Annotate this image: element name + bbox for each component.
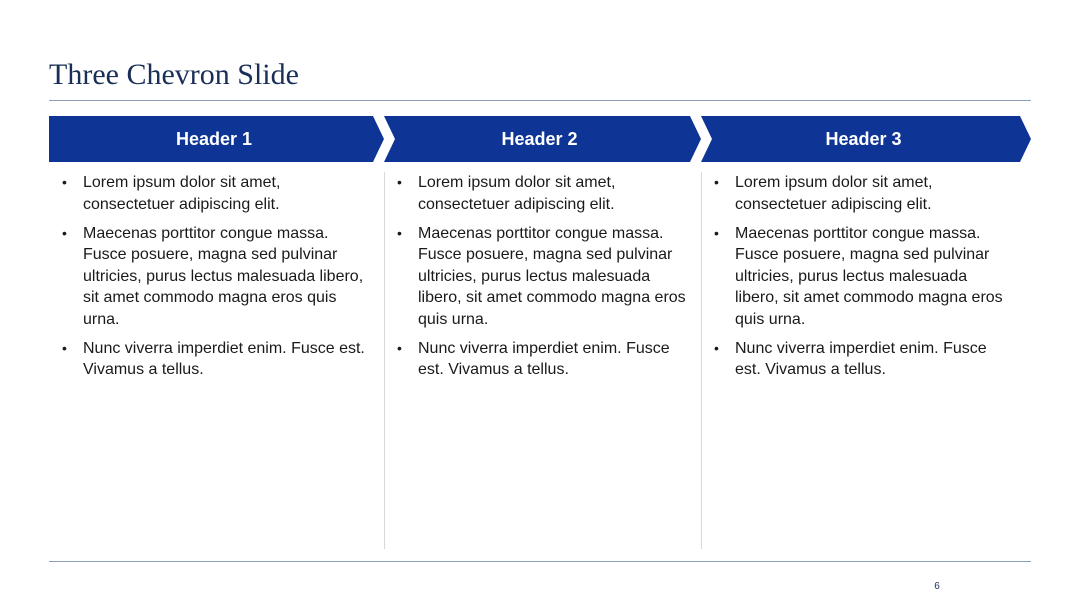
bullet-icon: • bbox=[62, 224, 67, 241]
bullet-text: Maecenas porttitor congue massa. Fusce posuere, magna sed pulvinar ultricies, purus lectus malesuada libero, sit amet commodo magna eros quis urna. bbox=[735, 224, 1003, 328]
bullet-text: Lorem ipsum dolor sit amet, consectetuer adipiscing elit. bbox=[83, 174, 281, 213]
chevron-3-label: Header 3 bbox=[825, 129, 902, 149]
bullet-icon: • bbox=[397, 224, 402, 241]
bullet-icon: • bbox=[714, 224, 719, 241]
bullet-text: Nunc viverra imperdiet enim. Fusce est. Vivamus a tellus. bbox=[735, 339, 987, 378]
footer-rule bbox=[49, 561, 1031, 562]
bullet-item bbox=[62, 338, 372, 381]
bullet-icon: • bbox=[62, 339, 67, 356]
bullet-item bbox=[714, 172, 1014, 215]
chevron-1-label: Header 1 bbox=[175, 129, 253, 149]
bullet-icon: • bbox=[62, 174, 67, 190]
bullet-text: Nunc viverra imperdiet enim. Fusce est. Vivamus a tellus. bbox=[418, 339, 670, 378]
bullet-text: Lorem ipsum dolor sit amet, consectetuer adipiscing elit. bbox=[418, 174, 616, 213]
bullet-item bbox=[397, 223, 687, 331]
bullet-icon: • bbox=[397, 339, 402, 356]
bullet-icon: • bbox=[397, 174, 402, 190]
column-divider-2 bbox=[701, 172, 702, 549]
bullet-item bbox=[714, 223, 1014, 331]
bullet-item bbox=[397, 172, 687, 215]
bullet-text: Nunc viverra imperdiet enim. Fusce est. Vivamus a tellus. bbox=[83, 339, 365, 378]
bullet-item bbox=[714, 338, 1014, 381]
bullet-icon: • bbox=[714, 339, 719, 356]
column-2-bullet-list bbox=[397, 172, 687, 381]
column-3-bullet-list bbox=[714, 172, 1014, 381]
column-1-bullet-list bbox=[62, 172, 372, 381]
bullet-icon: • bbox=[714, 174, 719, 190]
chevron-2-label: Header 2 bbox=[501, 129, 578, 149]
bullet-item bbox=[62, 172, 372, 215]
bullet-item bbox=[62, 223, 372, 331]
chevron-header-row bbox=[49, 116, 1031, 162]
column-3 bbox=[714, 172, 1014, 388]
column-1 bbox=[62, 172, 372, 388]
column-2 bbox=[397, 172, 687, 388]
page-number: 6 bbox=[934, 581, 940, 592]
bullet-text: Lorem ipsum dolor sit amet, consectetuer adipiscing elit. bbox=[735, 174, 933, 213]
bullet-item bbox=[397, 338, 687, 381]
bullet-text: Maecenas porttitor congue massa. Fusce posuere, magna sed pulvinar ultricies, purus lectus malesuada libero, sit amet commodo magna eros quis urna. bbox=[418, 224, 686, 328]
column-divider-1 bbox=[384, 172, 385, 549]
bullet-text: Maecenas porttitor congue massa. Fusce posuere, magna sed pulvinar ultricies, purus lectus malesuada libero, sit amet commodo magna eros quis urna. bbox=[83, 224, 364, 328]
title-rule bbox=[49, 100, 1031, 101]
slide-title: Three Chevron Slide bbox=[49, 58, 299, 91]
